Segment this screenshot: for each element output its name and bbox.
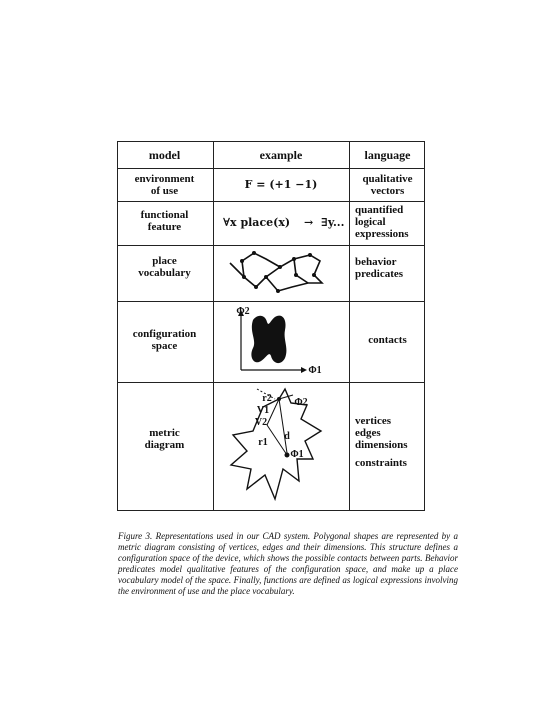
table-rule: [117, 301, 425, 302]
label-v2: V2: [254, 417, 268, 428]
table-rule: [117, 168, 425, 169]
place-vocabulary-graph: [222, 247, 342, 299]
axis-phi2-label: Φ2: [236, 306, 250, 317]
representations-table: [117, 141, 425, 511]
example-logic-left: ∀x place(x): [223, 216, 291, 229]
label-r1: r1: [258, 437, 268, 448]
language-line: expressions: [355, 228, 409, 240]
label-phi2: Φ2: [294, 397, 308, 408]
label-d: d: [284, 431, 290, 442]
language-line: vectors: [370, 185, 405, 197]
example-logic-right: ∃y...: [321, 216, 345, 229]
obstacle-region: [251, 316, 286, 363]
language-line: constraints: [355, 457, 407, 469]
model-line: configuration: [132, 328, 197, 340]
row-model-environment: [117, 173, 212, 197]
caption-text: Representations used in our CAD system. Polygonal shapes are represented by a metric diagram consisting of vertices, edges and their dimensions. This structure defines a configuration space of the device, which shows the possible contacts between parts. Behavior predicates model qualitative features of the configuration space, and make up a place vocabulary model of the space. Finally, functions are defined as logical expressions involving the environment of use and the place vocabulary.: [118, 531, 459, 596]
language-line: contacts: [368, 334, 407, 346]
table-rule: [213, 141, 214, 511]
table-rule: [117, 510, 425, 511]
label-r2: r2: [262, 393, 272, 404]
model-line: place: [152, 255, 177, 267]
language-line: vertices: [355, 415, 392, 427]
language-line: dimensions: [355, 439, 408, 451]
header-example: example: [259, 148, 303, 162]
row-language-environment: [350, 173, 425, 197]
header-model: model: [148, 148, 181, 162]
row-model-configuration: [117, 328, 212, 352]
axis-phi1-label: Φ1: [308, 365, 322, 376]
table-rule: [117, 141, 425, 142]
example-force-vector: F = (+1 −1): [244, 178, 318, 191]
example-logic-expression: [223, 217, 353, 229]
header-language: language: [364, 148, 411, 162]
row-language-metric: [355, 415, 430, 469]
language-line: edges: [355, 427, 381, 439]
table-rule: [117, 201, 425, 202]
model-line: environment: [134, 173, 195, 185]
row-model-metric: [117, 427, 212, 451]
model-line: vocabulary: [138, 267, 191, 279]
language-line: predicates: [355, 268, 404, 280]
row-model-place: [117, 255, 212, 279]
row-model-functional: [117, 209, 212, 233]
model-line: diagram: [144, 439, 185, 451]
row-language-functional: [355, 204, 430, 240]
label-phi1: Φ1: [290, 449, 304, 460]
language-line: qualitative: [362, 173, 413, 185]
table-rule: [117, 382, 425, 383]
language-line: quantified: [355, 204, 404, 216]
model-line: of use: [150, 185, 179, 197]
language-line: behavior: [355, 256, 397, 268]
row-language-place: [355, 256, 430, 280]
language-line: logical: [355, 216, 386, 228]
model-line: metric: [149, 427, 180, 439]
arrow-icon: →: [303, 216, 314, 229]
metric-diagram-star: [217, 385, 347, 509]
label-v1: V1: [256, 405, 270, 416]
row-language-configuration: [350, 334, 425, 346]
model-line: space: [151, 340, 178, 352]
caption-label: Figure 3.: [118, 531, 153, 541]
model-line: feature: [147, 221, 182, 233]
table-rule: [117, 245, 425, 246]
figure-caption: [118, 531, 458, 597]
model-line: functional: [140, 209, 189, 221]
